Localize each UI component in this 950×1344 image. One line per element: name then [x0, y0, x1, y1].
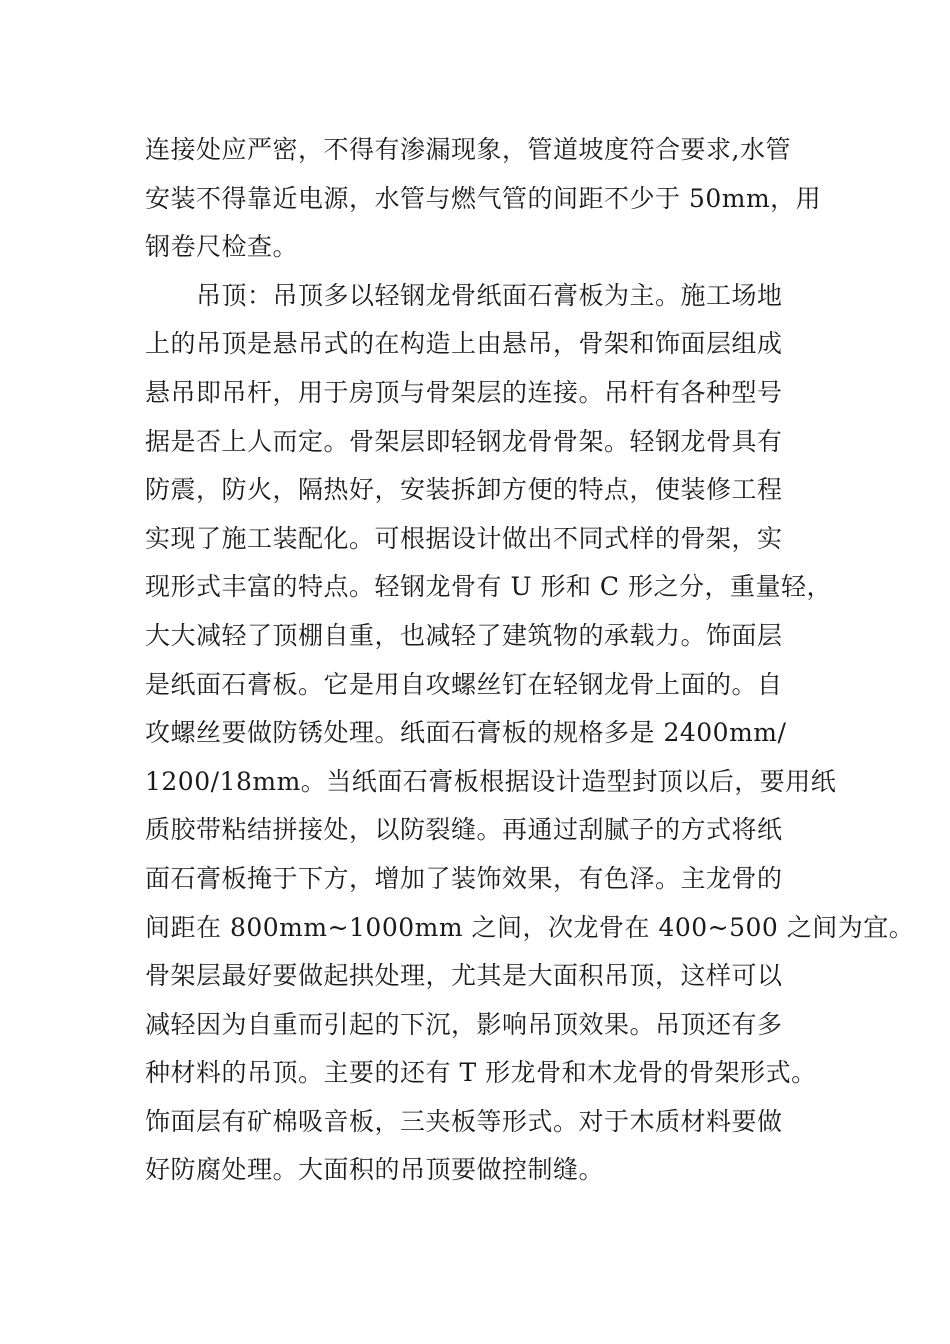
text-line: 实现了施工装配化。可根据设计做出不同式样的骨架，实	[145, 523, 783, 553]
text-line: 连接处应严密，不得有渗漏现象，管道坡度符合要求,水管	[145, 135, 791, 164]
text-line: 骨架层最好要做起拱处理，尤其是大面积吊顶，这样可以	[145, 961, 783, 991]
text-line: 悬吊即吊杆，用于房顶与骨架层的连接。吊杆有各种型号	[145, 377, 783, 407]
text-line: 好防腐处理。大面积的吊顶要做控制缝。	[145, 1155, 605, 1185]
text-line: 吊顶：吊顶多以轻钢龙骨纸面石膏板为主。施工场地	[145, 280, 783, 310]
text-line: 安装不得靠近电源，水管与燃气管的间距不少于 50mm，用	[145, 183, 822, 213]
text-line: 饰面层有矿棉吸音板，三夹板等形式。对于木质材料要做	[145, 1106, 783, 1136]
text-line: 间距在 800mm~1000mm 之间，次龙骨在 400~500 之间为宜。	[145, 912, 915, 942]
text-line: 减轻因为自重而引起的下沉，影响吊顶效果。吊顶还有多	[145, 1009, 783, 1039]
text-line: 种材料的吊顶。主要的还有 T 形龙骨和木龙骨的骨架形式。	[145, 1058, 817, 1088]
text-line: 面石膏板掩于下方，增加了装饰效果，有色泽。主龙骨的	[145, 863, 783, 893]
text-line: 1200/18mm。当纸面石膏板根据设计造型封顶以后，要用纸	[145, 766, 837, 796]
text-line: 现形式丰富的特点。轻钢龙骨有 U 形和 C 形之分，重量轻，	[145, 572, 832, 602]
text-line: 防震，防火，隔热好，安装拆卸方便的特点，使装修工程	[145, 475, 783, 505]
text-line: 大大减轻了顶棚自重，也减轻了建筑物的承载力。饰面层	[145, 620, 783, 650]
body-text	[145, 126, 915, 1195]
text-line: 上的吊顶是悬吊式的在构造上由悬吊，骨架和饰面层组成	[145, 329, 783, 359]
text-line: 据是否上人而定。骨架层即轻钢龙骨骨架。轻钢龙骨具有	[145, 426, 783, 456]
text-line: 质胶带粘结拼接处，以防裂缝。再通过刮腻子的方式将纸	[145, 815, 783, 845]
text-line: 钢卷尺检查。	[145, 232, 299, 262]
text-line: 是纸面石膏板。它是用自攻螺丝钉在轻钢龙骨上面的。自	[145, 669, 783, 699]
text-line: 攻螺丝要做防锈处理。纸面石膏板的规格多是 2400mm/	[145, 718, 787, 748]
